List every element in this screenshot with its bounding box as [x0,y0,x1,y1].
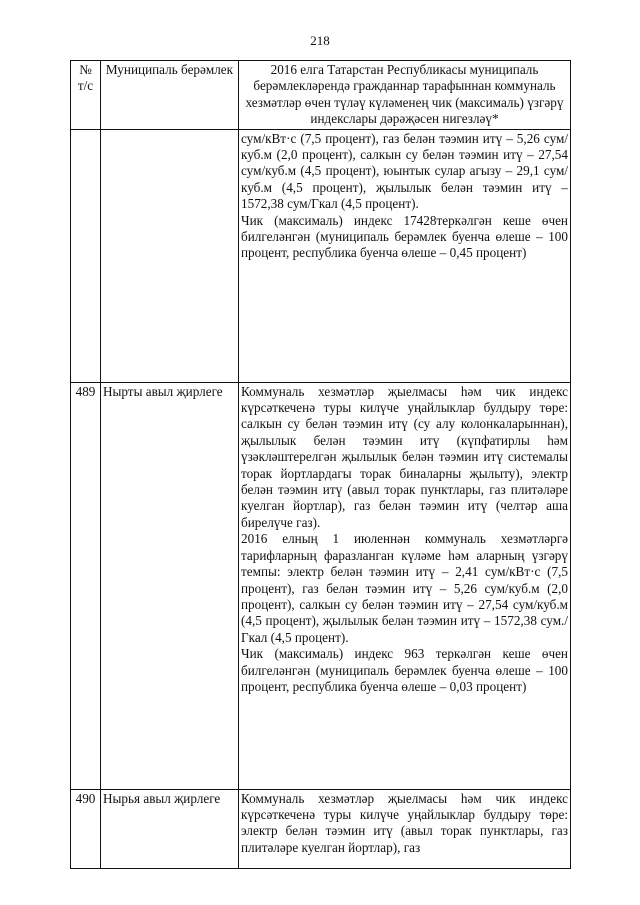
tariff-index-table [70,60,571,869]
description-paragraph: Коммуналь хезмәтләр җыелмасы һәм чик индекс күрсәткеченә туры килүче уңайлыклар булдыру төре: электр белән тәэмин итү (авыл торак пунктлары, газ плитәләре куелган йортлар), газ [241,790,568,855]
table-row [71,382,571,789]
row-number: 490 [71,789,101,868]
description-paragraph: Чик (максималь) индекс 17428теркәлгән кеше өчен билгеләнгән (муниципаль берәмлек буенча өлеше – 100 процент, республика буенча өлеше – 0,45 процент) [241,212,568,261]
description-paragraph: 2016 елның 1 июленнән коммуналь хезмәтләргә тарифларның фаразланган күләме һәм аларның үзгәрү темпы: электр белән тәэмин итү – 2,41 сум/кВт·с (7,5 процент), газ белән тәэмин итү – 5,26 сум/куб.м (2,0 процент), салкын су белән тәэмин итү – 27,54 сум/куб.м (4,5 процент), җылылык белән тәэмин итү – 1572,38 сум./Гкал (4,5 процент). [241,531,568,645]
description-paragraph: Чик (максималь) индекс 963 теркәлгән кеше өчен билгеләнгән (муниципаль берәмлек буенча өлеше – 100 процент, республика буенча өлеше – 0,03 процент) [241,646,568,694]
row-description [239,789,571,868]
table-row [71,789,571,868]
header-description: 2016 елга Татарстан Республикасы муниципаль берәмлекләрендә гражданнар тарафыннан коммуналь хезмәтләр өчен түләү күләменең чик (максималь) үзгәрү индекслары дәрәҗәсен нигезләү* [239,61,571,130]
row-number: 489 [71,382,101,789]
row-municipality [101,129,239,382]
description-paragraph: Коммуналь хезмәтләр җыелмасы һәм чик индекс күрсәткеченә туры килүче уңайлыклар булдыру төре: салкын су белән тәэмин итү (су алу колонкаларыннан), җылылык белән тәэмин итү (күпфатирлы һәм үзәкләштерелгән җылылык белән тәэмин итү системалы торак йортлардагы торак биналарны җылыту), электр белән тәэмин итү (авыл торак пунктлары, газ плитәләре куелган йортлар), газ белән тәэмин итү (челтәр аша бирелүче газ). [241,383,568,530]
header-municipality: Муниципаль берәмлек [101,61,239,130]
table-row [71,129,571,382]
table-header-row [71,61,571,130]
header-number: № т/с [71,61,101,130]
description-paragraph: сум/кВт·с (7,5 процент), газ белән тәэмин итү – 5,26 сум/куб.м (2,0 процент), салкын су белән тәэмин итү – 27,54 сум/куб.м (4,5 процент), юынтык сулар агызу – 29,1 сум/куб.м (4,5 процент), җылылык белән тәэмин итү – 1572,38 сум/Гкал (4,5 процент). [241,130,568,212]
page-number: 218 [310,33,330,48]
row-description [239,129,571,382]
row-number [71,129,101,382]
row-municipality: Нырья авыл җирлеге [101,789,239,868]
row-description [239,382,571,789]
row-municipality: Нырты авыл җирлеге [101,382,239,789]
